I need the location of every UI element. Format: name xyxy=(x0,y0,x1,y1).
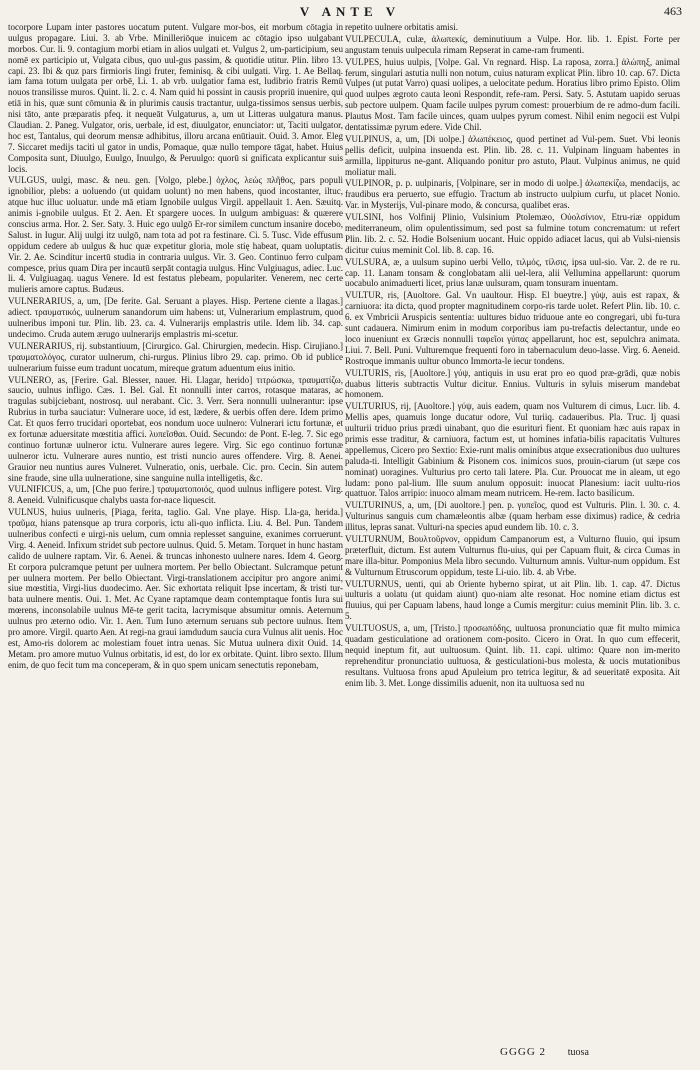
dictionary-entry: VULNUS, huius uulneris, [Piaga, ferita, taglio. Gal. Vne playe. Hisp. Lla-ga, herida.] τραῦμα, hians patensque ap trura corporis, ictu ali-quo inflicta. Liu. 4. Bel. Pun. Tandem uulneribus confecti e uirgi-nis uelum, cum omnia replesset sanguine, exanimes corruerunt. Virg. 4. Aeneid. Infixum stridet sub pectore uulnus. Quid. 5. Metam. Torquet in hunc hastam calido de uulnere raptam. Vir. 6. Aenei. & truncas inhonesto uulnere nares. Idem 4. Georg. Et corpora pulcramque petunt per uulnera mortem. Per bello Obiectant. Sulcramque petunt per uulnera mortem. Per bello Obiectant. Virgi-translationem accipitur pro angore animi, siue mœstitia, Virgi-lius duodecimo. Aer. Sic exhortata reliquit Ipse incertam, & tristi tur-bata uulnere mentis. Oui. 1. Met. Ac Cyane raptamque deam contemptaque fontis Iura sui mœrens, inconsolabile uulnus Mē-te gerit tacita, lacrymisque absumitur omnis. Aeternum uulnus pro æterno odio. Vir. 1. Aen. Tum Iuno æternum seruans sub pectore uulnus. Item pro amore. Virgil. quarto Aen. At regi-na graui iamdudum saucia cura Vulnus alit uenis. Hoc est, Amo-ris dolorem ac molestiam fouet intra uenas. Sic Mutua uulnera dixit Ouid. 14. Metam. pro amore mutuo Vulnus orbitatis, id est, do lor ex orbitate. Quint. libro sexto. Illum enim, de quo fecit tum ma conceperam, & in quo spem unicam senectutis reponebam, xyxy=(8,507,343,670)
page-footer xyxy=(500,1046,690,1058)
signature-mark: GGGG 2 xyxy=(500,1046,547,1058)
dictionary-entry: VULTURNUS, uenti, qui ab Oriente hyberno spirat, ut ait Plin. lib. 1. cap. 47. Dictus uulturis a uolatu (ut quidam aiunt) quo-niam alte resonat. Hoc nomine etiam dictus est fluuius, qui per Capuam labens, haud longe a Cumis mergitur: cuius meminit Plin. lib. 3. c. 5. xyxy=(345,578,680,622)
dictionary-entry: VULPECULA, culæ, ἀλωπεκίς, deminutiuum a Vulpe. Hor. lib. 1. Epist. Forte per angustam tenuis uulpecula rimam Repserat in came-ram frumenti. xyxy=(345,33,680,55)
dictionary-entry: VULSURA, æ, a uulsum supino uerbi Vello, τιλμός, τίλσις, ipsa uul-sio. Var. 2. de re ru. cap. 11. Lanam tonsam & conglobatam alii uel-lera, alii Vellumina appellarunt: quorum uocabulo animaduerti licet, prius lanæ uulsuram, quam tonsuram inuentam. xyxy=(345,256,680,289)
dictionary-entry: VULPINUS, a, um, [Di uolpe.] ἀλωπέκειος, quod pertinet ad Vul-pem. Suet. Vbi leonis pellis deficit, uulpina insuenda est. Plin. lib. 28. c. 11. Vulpinam linguam habentes in armilla, lippiturus ne-gant. Aliquando ponitur pro astuto, Plaut. Vulpinus animus, ne quid moliatur mali. xyxy=(345,133,680,177)
dictionary-entry: VULTUR, ris, [Auoltore. Gal. Vn uaultour. Hisp. El bueytre.] γύψ, auis est rapax, & carniuora: ita dicta, quod propter magnitudinem corpo-ris tarde uolet. Refert Plin. lib. 10. c. 6. ex Vmbricii Aruspicis sententia: uultures biduo triduoue ante eo congregari, ubi fu-tura sunt cadauera. Nimirum enim in modum corporibus iam pu-trefactis delectantur, unde eo loco inueniunt ex Græcis nonnulli ταφεῖοι γύπας appellarunt, hoc est, sepulchra animata. Liui. 7. Bell. Puni. Vulturemque frequenti foro in tabernaculum deuo-lasse. Virg. 6. Aeneid. Rostroque immanis uultur obunco Immorta-le iecur tondens. xyxy=(345,290,680,366)
page-header xyxy=(0,4,700,22)
dictionary-entry: tocorpore Lupam inter pastores uocatum putent. Vulgare mor-bos, eit morbum cōtagia in uulgus propagare. Liui. 3. ab Vrbe. Minilleriōque inuicem ac cōtagio ipso uulgabant morbos. Cur. li. 9. contagium morbi etiam in alios uulgati et. Vulgus 2, um-participium, seu nomē ex participio ut, Vulgata cibus, quo uul-gus passim, & quotidie utitur. Plin. libro 13. capi. 23. Ibi & quz pars firmioris lingi fruter, feminisq. & cibi uulgati. Virg. 1. Ae Bellaq. iam fama totum uulgata per orbē, Li. 1. ab vrb. uulgatior fama est, ludibrio fratris Remū nouos transilisse muros. Quint. li. 2. c. 4. Nam quid hi possint in causis propriū inuenire, qui etiā in his, quæ sunt cōmunia & in plurimis causis tractantur, uulga-tissimos sensus uerbis, nisi tāto, ante præparatis pfeq. it nequeāt Vulgaturus, a, um ut Litteras uulgatura manus. Claudian. 2. Paneg. Vulgator, oris, uerbale, id est, diuulgator, enunciator: ut, Taciti uulgator, hoc est, Tantalus, qui deorum mensæ adhibitus, illoru arcana enūtiauit. Ouid. 3. Amor. Eleg 7. Siccaret medijs taciti ul gator in undis, Pomaque, quæ nullo tempore tāgat, habet. Huius Composita sunt, Diuulgo, Euulgo, Inuulgo, & Peruulgo: quorū si gnificata explicantur suis locis. xyxy=(8,22,343,174)
dictionary-entry: VULPINOR, p. p. uulpinaris, [Volpinare, ser in modo di uolpe.] ἀλωπεκίζω, mendacijs, ac fraudibus era peruerto, sue effugio. Tractum ab instructo uulpium curfu, ut placet Nonio. Var. in Mysterijs, Vul-pinare modo, & concursa, qualibet eras. xyxy=(345,178,680,211)
catchword: tuosa xyxy=(567,1047,589,1058)
dictionary-entry: VULNERARIUS, a, um, [De ferite. Gal. Seruant a playes. Hisp. Pertene ciente a llagas.] adiect. τραυματικός, uulnerum sanandorum uim habens: ut, Vulnerarium emplastrum, quod uulneribus imponi tur. Plin. lib. 23. ca. 4. Vulnerarijs emplastris utile. Idem lib. 34. cap. undecimo. Cruda autem ærugo uulnerarijs emplastris mi-scetur. xyxy=(8,296,343,339)
dictionary-entry: VULNERO, as, [Ferire. Gal. Blesser, nauer. Hi. Llagar, herido] τιτρώσκω, τραυματίζω, saucio, uulnus infligo. Cæs. 1. Bel. Gal. Et nonnulli inter carros, rotasque mataras, ac tragulas subijciebant, nostrosq. uul nerabant. Cic. 3. Verr. Sera nonnulli uulnerantur: ipse Rubrius in turba sauciatur: Vulnerare uoce, id est, lædere, & uerbis offen dere. Idem primo Cat. Et quos ferro trucidari oportebat, eos nondum uoce uulnero: Vulnerari ictu fortunæ, et ex fortunæ aduersitate mœstitia affici. λυπεῖσθαι. Ouid. Secundo: de Pont. E-leg. 7. Sic ego continuo fortunæ uulneror ictu. Vulnerare aures legere. Virg. Sic ego continuo fortunæ uulneror ictu. Vulnerare aures nuntio, est tristi nuncio aures offendere. Virg. 8. Aenei. Grauior neu nuntius aures Vulneret. Vulneratio, onis, uerbale. Cic. pro. Cecin. Sin autem sine fraude, sine ulla uulneratione, sine sanguine nulla intelligetis, &c. xyxy=(8,374,343,483)
dictionary-entry: repetito uulnere orbitatis amisi. xyxy=(345,22,459,32)
dictionary-entry: VULTURIS, ris, [Auoltore.] γύψ, antiquis in usu erat pro eo quod præ-grādi, quæ nobis duabus litteris subtractis Vultur dicitur. Ennius. Vulturis in syluis miserum mandebat homonem. xyxy=(345,367,680,400)
dictionary-entry: VULTURINUS, a, um, [Di auoltore.] pen. p. γυπεῖος, quod est Vulturis. Plin. l. 30. c. 4. Vulturinus sanguis cum chamæleontis albæ (quam herbam esse diximus) radice, & cedria illitus, lepras sanat. Vulturi-na species apud eundem lib. 10. c. 3. xyxy=(345,500,680,533)
running-title: V ANTE V xyxy=(299,4,401,19)
dictionary-entry: VULTURIUS, rij, [Auoltore.] γύψ, auis eadem, quam nos Vulturem di cimus, Lucr. lib. 4. Mellis apes, quamuis longe ducatur odore, Vul turiiq. cadaueribus. Pla. Truc. Ij quasi uulturii triduo prius prædi uinabant, quo die esurituri fient. Et quoniam hæc auis rapax in primis esse traditur, & carniuora, factum est, ut homines infatia-bilis rapacitatis Vultures appellemus, Cicero pro Sextio: Exie-runt malis ominibus atque exsecrationibus duo uultures paluda-ti. Intelligit Gabinium & Pisonem cos. inimicos suos, prouin-ciarum (ut sæpe cos nominat) uoragines. Vulturius pro certo tali latere. Pla. Cur. Prouocat me in aleam, ut ego ludam: pono pal-lium. Ille suum anulum opposuit: inuocat Planesium: iacit uultu-rios quattuor. Talos arripio: inuoco almam meam nutricem. He-rem. Iacto basilicum. xyxy=(345,401,680,499)
dictionary-entry: VULTURNUM, Βουλτοῦρνον, oppidum Campanorum est, a Vulturno fluuio, qui ipsum præterfluit, dictum. Est autem Vulturnus flu-uius, qui per Capuam fluit, & circa Cumas in mare illa-bitur. Pomponius Mela libro secundo. Vulturnum amnis. Vultur-num oppidum. Est & Vulturnum Etruscorum oppidum, teste Li-uio. lib. 4. ab Vrbe. xyxy=(345,533,680,577)
dictionary-entry: VULNERARIUS, rij. substantiuum, [Cirurgico. Gal. Chirurgien, medecin. Hisp. Cirujiano.] τραυματολόγος, curator uulnerum, chi-rurgus. Plinius libro 29. cap. primo. Ob id publice uulnerarium fuisse eum tradunt uocatum, mireque gratum aduentum eius initio. xyxy=(8,340,343,373)
left-column xyxy=(8,22,343,671)
right-column xyxy=(345,22,680,688)
dictionary-entry: VULTUOSUS, a, um, [Tristo.] προσωπόδης, uultuosa pronunciatio quæ fit multo mimica quadam gesticulatione ad orationem com-posito. Cicero in Orat. In quo cum effecerit, nequid ineptum fit, aut uultuosum. Quint. lib. 11. capi. ultimo: Quare non im-merito reprehenditur pronunciatio uultuosa, & gesticulationi-bus molesta, & uocis mutationibus resultans. Vultuosa frons apud Apuleium pro tetrica legitur, & ad seueritatē exposita. Ait enim lib. 3. Met. Longe dissimilis aduenit, non ita uultuosa sed nu xyxy=(345,623,680,688)
dictionary-entry: VULNIFICUS, a, um, [Che puo ferire.] τραυματοποιός, quod uulnus infligere potest. Virg. 8. Aeneid. Vulnificusque chalybs uasta for-nace liquescit. xyxy=(8,484,343,506)
dictionary-entry: VULGUS, uulgi, masc. & neu. gen. [Volgo, plebe.] ὀχλος, λεώς πλῆθος, pars populi ignobilior, plebs: a uoluendo (ut quidam uolunt) no men habens, quod incostanter, iltuc, atque huc illuc uoluatur. unde mā etiam Ignobile uulgus Virgil. appellauit 1. Aen. Sæuitq. animis i-gnobile uulgus. Et 2. Aen. Et spargere uoces. In uulgum ambiguas: & quærere conscius arma. Hor. 2. Ser. Saty. 3. Huic ego uulgō Er-ror similem cunctum insanire docebo, Salust. in Iugur. Alij uulgi itz uulgō, nam tota ad pot ra festinare. Ci. 5. Tusc. Vide effusum oppidum cedere ab uulgus & huc quæ expetitur gloria, mole stię habeat, quam uoluptatis. Vir. 2. Ae. Scinditur incertū studia in contraria uulgus. Vir. 3. Geo. Continuo ferro culpam compesce, prius quam Dira per incautū serpāt contagia uulgus. Hinc Vulgiuagus, adiec. Luc. li. 4. Vulgiuagaq. uagus Venere. Id est festatus plebeam, populariter. Venerem, nec certe mulieris amore captus. Budæus. xyxy=(8,175,343,295)
dictionary-entry: VULPES, huius uulpis, [Volpe. Gal. Vn regnard. Hisp. La raposa, zorra.] ἀλώπηξ, animal ferum, singulari astutia nulli non notum, cuius naturam explicat Plin. libro 10. cap. 67. Dicta Vulpes (ut putat Varro) quasi uolipes, a uelocitate pedum. Horatius libro primo Episto. Olim quod uulpes ægroto cauta leoni Respondit, refe-ram. Persi. Saty. 5. Astutam uapido seruas sub pectore uulpem. Quam facile uulpes pyrum comest: prouerbium de re admo-dum facili. Plautus Most. Tam facile uinces, quam uulpes pyrum comest. Nihil enim negocii est Vulpi dentatissimæ pyrum edere. Vide Chil. xyxy=(345,56,680,133)
dictionary-entry: VULSINI, hos Volfinij Plinio, Vulsinium Ptolemæo, Οὐολσίνιον, Etru-riæ oppidum mediterraneum, olim opulentissimum, sed post sa fulmine totum concrematum: ut refert Plin. lib. 2. c. 52. Hodie Bolsenium uocant. Huic oppido adiacet lacus, qui ab Vulsi-niensis dicitur cuius meminit Col. lib. 8. cap. 16. xyxy=(345,212,680,255)
page-number: 463 xyxy=(664,4,682,18)
